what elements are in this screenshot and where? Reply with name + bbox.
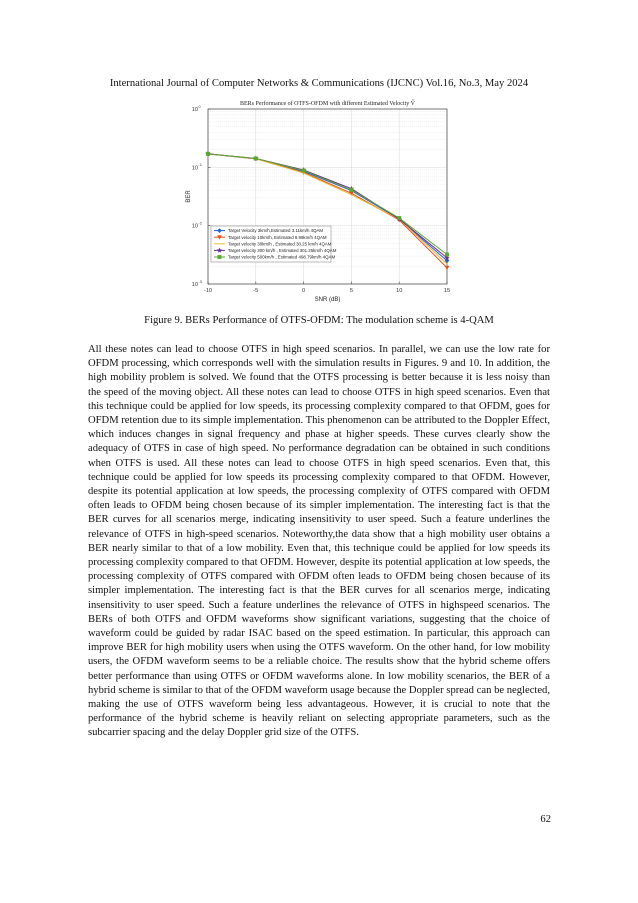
data-point <box>445 253 449 257</box>
data-point <box>302 169 306 173</box>
ber-figure <box>180 95 460 307</box>
page-number: 62 <box>540 814 551 825</box>
y-tick-label: 10 <box>191 107 198 113</box>
y-tick-exponent: -1 <box>198 162 202 168</box>
x-tick-label: -10 <box>203 288 213 294</box>
x-tick-label: 0 <box>302 288 306 294</box>
legend-entry: Target velocity 10km/h, Estimated 9.99km/h 4QAM <box>228 234 327 240</box>
data-point <box>397 216 401 220</box>
legend-entry: Target Velocity 3km/h,Estimated 3.11km/h 4QAM <box>228 228 324 234</box>
y-tick-label: 10 <box>191 282 198 288</box>
data-point <box>206 152 210 156</box>
figure-caption: Figure 9. BERs Performance of OTFS-OFDM: The modulation scheme is 4-QAM <box>144 315 494 326</box>
x-tick-label: 5 <box>349 288 353 294</box>
y-tick-exponent: 0 <box>198 103 201 109</box>
y-axis-label: BER <box>186 190 192 203</box>
y-tick-exponent: -2 <box>198 220 202 226</box>
data-point <box>350 188 354 192</box>
legend <box>211 226 337 262</box>
ber-chart <box>180 95 460 307</box>
legend-entry: Target velocity 30km/h , Estimated 30.25 km/h 4QAM <box>228 241 332 247</box>
x-tick-label: 10 <box>396 288 403 294</box>
body-paragraph: All these notes can lead to choose OTFS in high speed scenarios. In parallel, we can use the low rate for OFDM processing, which corresponds well with the simulation results in Figures. 9 and 10. In addition, the high mobility problem is solved. We found that the OTFS processing is better because it is less noisy than the speed of the moving object. All these notes can lead to choose OTFS in high speed scenarios. Even that this technique could be applied for low speeds, its processing complexity compared to that OFDM, goes for OFDM retention due to its simple implementation. This phenomenon can be attributed to the Doppler Effect, which induces changes in signal frequency and phase at higher speeds. These curves clearly show the adequacy of OTFS in case of high speed. No performance degradation can be obtained in such conditions when OTFS is used. All these notes can lead to choose OTFS in high speed scenarios. Even that, this technique could be applied for low speeds its processing complexity compared to that OFDM. However, despite its potential application at low speeds, the processing complexity of OTFS compared with OFDM often leads to OFDM being chosen because of its simpler implementation. The interesting fact is that the BER curves for all scenarios merge, indicating insensitivity to user speed. Such a feature underlines the relevance of OTFS in high-speed scenarios. Noteworthy,the data show that a high mobility user obtains a BER nearly similar to that of a low mobility. Even that, this technique could be applied for low speeds its processing complexity compared to that OFDM. However, despite its potential application at low speeds, the processing complexity of OTFS compared with OFDM often leads to OFDM being chosen because of its simpler implementation. The interesting fact is that the BER curves for all scenarios merge, indicating insensitivity to user speed. Such a feature underlines the relevance of OTFS in highspeed scenarios. The BERs of both OTFS and OFDM waveforms show significant variations, suggesting that the choice of waveform could be guided by radar ISAC based on the speed estimation. In particular, this approach can improve BER for high mobility users when using the OTFS waveform. On the other hand, for low mobility users, the OFDM waveform seems to be a reliable choice. The results show that the hybrid scheme offers better performance than using OTFS or OFDM waveforms alone. In low mobility scenarios, the BER of a hybrid scheme is similar to that of the OFDM waveform usage because the Doppler spread can be neglected, making the use of OTFS waveform being less advantageous. However, it is crucial to note that the performance of the hybrid scheme is heavily reliant on selecting appropriate parameters, such as the subcarrier spacing and the delay Doppler grid size of the OTFS. <box>88 344 550 739</box>
journal-header: International Journal of Computer Networks & Communications (IJCNC) Vol.16, No.3, May 2024 <box>109 78 529 89</box>
data-point <box>254 157 258 161</box>
x-tick-label: 15 <box>443 288 451 294</box>
y-tick-label: 10 <box>191 165 198 172</box>
x-axis-label: SNR (dB) <box>314 297 341 303</box>
x-tick-label: -5 <box>253 288 259 294</box>
legend-entry: Target velocity 300 km/h , Estimated 301.25km/h 4QAM <box>228 248 337 253</box>
chart-title: BERs Performance of OTFS-OFDM with different Estimated Velocity V̂ <box>240 101 415 107</box>
y-tick-label: 10 <box>191 223 198 230</box>
legend-marker <box>218 255 222 259</box>
y-tick-exponent: -3 <box>198 278 202 284</box>
legend-entry: Target velocity 500km/h , Estimated 498.79km/h 4QAM <box>228 254 336 260</box>
